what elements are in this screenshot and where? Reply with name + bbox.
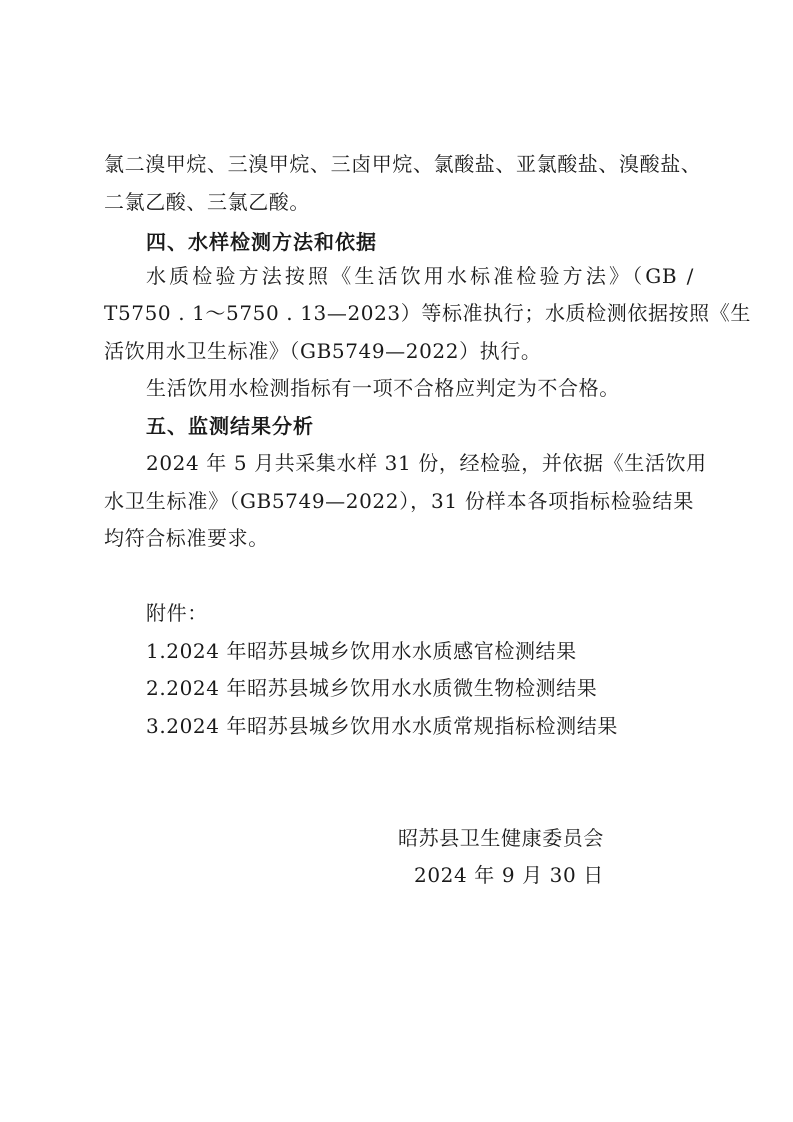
attachment-item-3: 3.2024 年昭苏县城乡饮用水水质常规指标检测结果 — [146, 714, 618, 738]
section-5-paragraph-line-2: 水卫生标准》（GB5749—2022），31 份样本各项指标检验结果 — [104, 489, 694, 513]
section-5-heading: 五、监测结果分析 — [146, 414, 314, 438]
attachment-item-1: 1.2024 年昭苏县城乡饮用水水质感官检测结果 — [146, 639, 577, 663]
section-4-paragraph-1-line-2: T5750 . 1～5750 . 13—2023）等标准执行；水质检测依据按照《生 — [104, 301, 751, 325]
signature-organization: 昭苏县卫生健康委员会 — [398, 826, 604, 850]
continuation-line-2: 二氯乙酸、三氯乙酸。 — [104, 190, 310, 214]
section-4-paragraph-2: 生活饮用水检测指标有一项不合格应判定为不合格。 — [146, 376, 620, 400]
attachments-label: 附件： — [146, 601, 208, 625]
section-4-paragraph-1-line-3: 活饮用水卫生标准》（GB5749—2022）执行。 — [104, 339, 542, 363]
continuation-line-1: 氯二溴甲烷、三溴甲烷、三卤甲烷、氯酸盐、亚氯酸盐、溴酸盐、 — [104, 152, 702, 176]
section-5-paragraph-line-1: 2024 年 5 月共采集水样 31 份，经检验，并依据《生活饮用 — [146, 451, 707, 475]
section-5-paragraph-line-3: 均符合标准要求。 — [104, 526, 269, 550]
signature-date: 2024 年 9 月 30 日 — [414, 863, 604, 887]
section-4-paragraph-1-line-1: 水质检验方法按照《生活饮用水标准检验方法》（GB / — [146, 264, 694, 288]
section-4-heading: 四、水样检测方法和依据 — [146, 230, 377, 254]
attachment-item-2: 2.2024 年昭苏县城乡饮用水水质微生物检测结果 — [146, 676, 598, 700]
